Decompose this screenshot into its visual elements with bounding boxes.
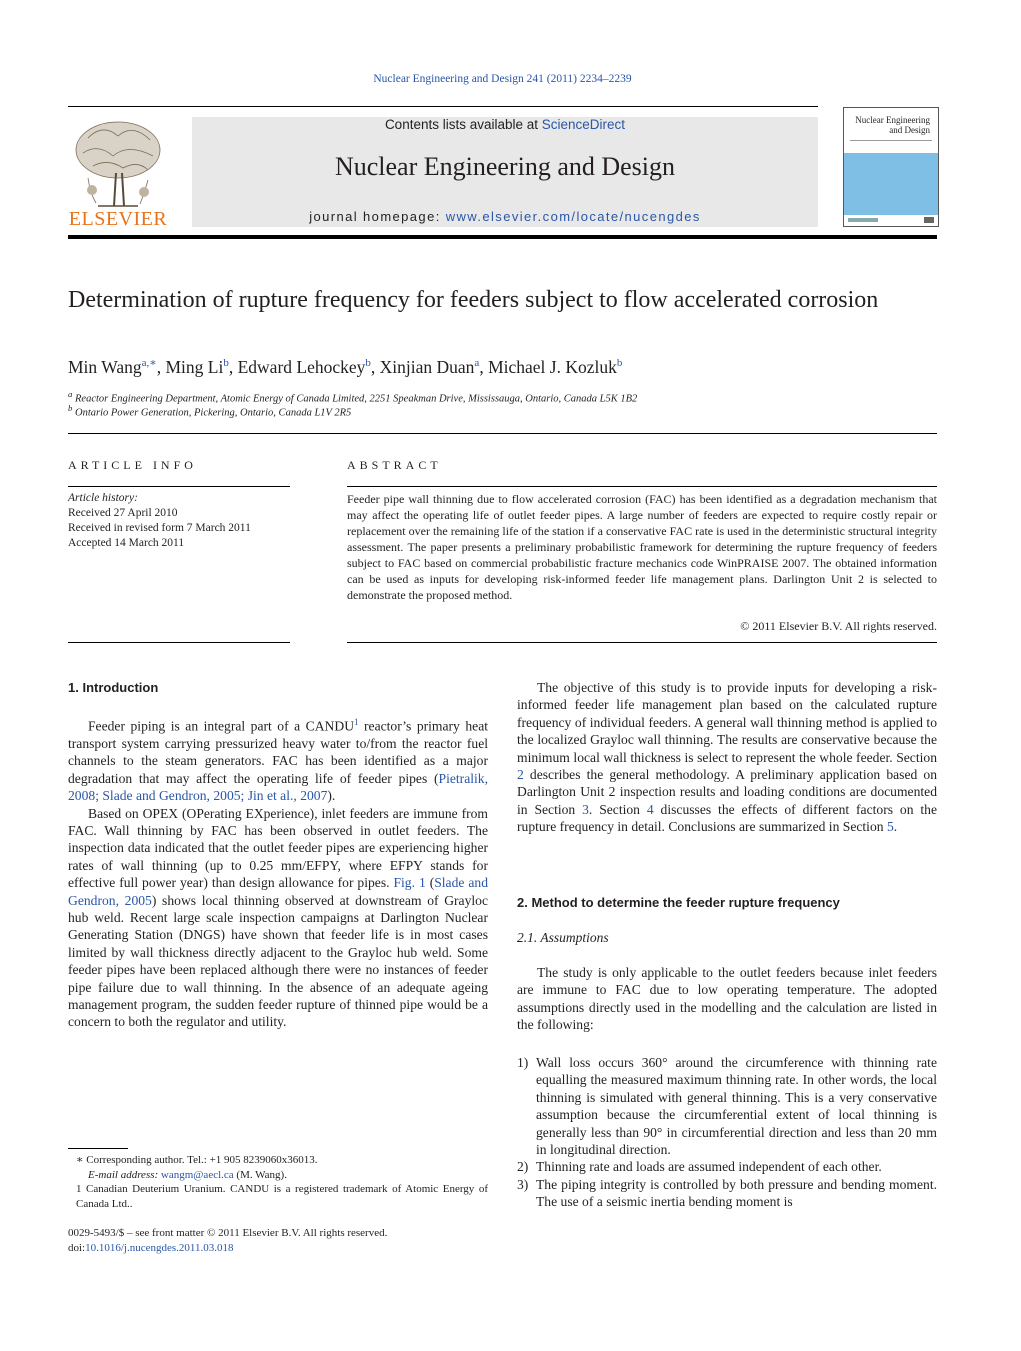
author-affiliation-mark[interactable]: b — [223, 357, 229, 369]
article-info-heading: ARTICLE INFO — [68, 458, 197, 472]
list-number: 1) — [517, 1055, 529, 1070]
right-column-intro — [517, 679, 937, 836]
cover-rule — [850, 140, 932, 141]
section-link[interactable]: 2 — [517, 767, 524, 783]
author-name[interactable]: Edward Lehockey — [237, 356, 366, 377]
abstract-rule — [347, 486, 937, 487]
email-note: E-mail address: wangm@aecl.ca (M. Wang). — [88, 1168, 287, 1181]
journal-name: Nuclear Engineering and Design — [334, 152, 676, 181]
affiliation-mark: b — [68, 403, 73, 413]
list-item-text: The piping integrity is controlled by both pressure and bending moment. The use of a seismic inertia bending moment is — [536, 1177, 937, 1210]
article-title: Determination of rupture frequency for feeders subject to flow accelerated corrosion — [68, 287, 879, 313]
author-affiliation-mark[interactable]: a — [474, 357, 480, 369]
footnote-1: 1 Canadian Deuterium Uranium. CANDU is a registered trademark of Atomic Energy of Canada Ltd.. — [76, 1183, 488, 1210]
masthead-bottom-rule — [68, 235, 937, 239]
affiliation-b — [68, 403, 351, 419]
cover-title-line-1: Nuclear Engineering — [855, 115, 930, 125]
doi-line: doi:10.1016/j.nucengdes.2011.03.018 — [68, 1241, 234, 1254]
left-column-body — [68, 714, 488, 1031]
figure-link[interactable]: Fig. 1 — [393, 875, 426, 891]
section-link[interactable]: 5 — [886, 819, 894, 835]
contents-prefix: Contents lists available at — [384, 117, 542, 132]
homepage-link[interactable]: www.elsevier.com/locate/nucengdes — [445, 209, 701, 224]
header-top-rule — [68, 106, 818, 107]
cover-image — [844, 153, 938, 215]
email-link[interactable]: wangm@aecl.ca — [160, 1168, 234, 1181]
list-item-text: Wall loss occurs 360° around the circumference with thinning rate equalling the measured maximum thinning rate. In other words, the local thinning is simulated with general thinning. This is a very conservative assumption because the circumferential extent of local thinning is generally less than 90° in circumferential direction and less than 20 mm in longitudinal direction. — [536, 1055, 937, 1158]
list-number: 2) — [517, 1159, 529, 1174]
contents-line — [192, 117, 818, 132]
paragraph: Based on OPEX (OPerating EXperience), inlet feeders are immune from FAC. Wall thinning by FAC has been observed in outlet feeders. The inspection data indicated that the outlet feeder pipes are experiencing higher rates of wall thinning (up to 0.25 mm/EFPY, where EFPY stands for effective full power year) than design allowance for pipes. Fig. 1 (Slade and Gendron, 2005) shows local thinning observed at downstream of Grayloc hub weld. Recent large scale inspection campaigns at Darlington Nuclear Generating Station (DNGS) have shown that feeder life is in most cases limited by wall thickness directly adjacent to the Grayloc hub weld. Some feeder pipes have been replaced although there were no instances of feeder pipe failure due to wall thinning. In the absence of an adequate ageing management program, the sudden feeder rupture of thinned pipe would be a concern to both the regulator and utility. — [68, 805, 488, 1030]
doi-link[interactable]: 10.1016/j.nucengdes.2011.03.018 — [85, 1241, 234, 1254]
section-heading-introduction: 1. Introduction — [68, 680, 159, 695]
footnote-ref[interactable]: 1 — [354, 717, 359, 727]
cover-title-line-2: and Design — [889, 125, 930, 135]
assumptions-intro — [517, 964, 937, 1034]
elsevier-logo[interactable] — [68, 118, 168, 230]
paragraph: The objective of this study is to provide inputs for developing a risk-informed feeder life management plan based on the calculated rupture frequency of individual feeders. A general wall thinning method is applied to the localized Grayloc wall thinning. The results are conservative because the minimum local wall thickness is select to represent the whole feeder. Section 2 describes the general methodology. A preliminary application based on Darlington Unit 2 inspection results and loading conditions are documented in Section 3. Section 4 discusses the effects of different factors on the rupture frequency in detail. Conclusions are summarized in Section 5. — [517, 680, 937, 835]
author-name[interactable]: Michael J. Kozluk — [488, 356, 617, 377]
history-label: Article history: — [68, 492, 138, 504]
corresponding-author-note: ∗ Corresponding author. Tel.: +1 905 8239060x36013. — [76, 1154, 318, 1166]
citation-link[interactable]: Pietralik, 2008; Slade and Gendron, 2005; Jin et al., 2007 — [68, 770, 488, 804]
subsection-heading-assumptions: 2.1. Assumptions — [517, 930, 609, 945]
list-number: 3) — [517, 1177, 529, 1192]
paragraph: Feeder piping is an integral part of a CANDU$^1$ reactor’s primary heat transport system carrying pressurized heavy water to/from the reactor fuel channels to the steam generators. FAC has been identified as a major degradation that may affect the operating life of feeder pipes (Pietralik, 2008; Slade and Gendron, 2005; Jin et al., 2007). — [68, 717, 489, 804]
cover-top — [844, 108, 938, 153]
author-list: Min Wang$^{a,∗}$, Ming Li$^b$, Edward Lehockey$^b$, Xinjian Duan$^a$, Michael J. Kozluk$^b$ — [68, 356, 623, 377]
footnotes — [68, 1153, 488, 1211]
issn-doi — [68, 1226, 488, 1255]
copyright-notice: © 2011 Elsevier B.V. All rights reserved. — [740, 619, 937, 633]
issn-line: 0029-5493/$ – see front matter © 2011 Elsevier B.V. All rights reserved. — [68, 1227, 388, 1239]
list-item-text: Thinning rate and loads are assumed independent of each other. — [536, 1159, 882, 1174]
abstract-bottom-rule — [347, 642, 937, 643]
affiliation-mark: a — [68, 389, 73, 399]
affiliation-rule — [68, 433, 937, 434]
footnote-rule — [68, 1148, 128, 1149]
revised-date: Received in revised form 7 March 2011 — [68, 522, 251, 534]
article-info-rule — [68, 486, 290, 487]
homepage-prefix: journal homepage: — [309, 209, 446, 224]
elsevier-wordmark: ELSEVIER — [68, 208, 168, 230]
affiliation-text: Ontario Power Generation, Pickering, Ontario, Canada L1V 2R5 — [75, 407, 352, 419]
received-date: Received 27 April 2010 — [68, 507, 178, 519]
journal-homepage — [192, 209, 818, 224]
citation-link[interactable]: Slade and Gendron, 2005 — [68, 875, 488, 908]
author-affiliation-mark[interactable]: b — [365, 357, 371, 369]
section-link[interactable]: 3 — [582, 801, 589, 817]
author-name[interactable]: Min Wang — [68, 356, 142, 377]
abstract-heading: ABSTRACT — [347, 458, 442, 472]
section-link[interactable]: 4 — [646, 801, 654, 817]
author-affiliation-mark[interactable]: a,∗ — [141, 357, 157, 369]
accepted-date: Accepted 14 March 2011 — [68, 537, 185, 549]
sciencedirect-link[interactable]: ScienceDirect — [541, 117, 626, 132]
author-name[interactable]: Xinjian Duan — [379, 356, 475, 377]
abstract-text: Feeder pipe wall thinning due to flow accelerated corrosion (FAC) has been identified as a degradation mechanism that may affect the operating life of outlet feeder pipes. A large number of feeders are expected to require costly repair or replacement over the remaining life of the station if a conservative FAC rate is used in the deterministic structural integrity assessment. The paper presents a preliminary probabilistic framework for determining the rupture frequency of feeders subject to FAC based on commercial probabilistic fracture mechanics code WinPRAISE 2007. The obtained information can be used as inputs for developing risk-informed feeder life management plans. Darlington Unit 2 is selected to demonstrate the proposed method. — [347, 492, 937, 602]
affiliation-text: Reactor Engineering Department, Atomic Energy of Canada Limited, 2251 Speakman Drive, Mississauga, Ontario, Canada L5K 1B2 — [75, 393, 638, 405]
paragraph: The study is only applicable to the outlet feeders because inlet feeders are immune to FAC due to low operating temperature. The adopted assumptions directly used in the modelling and the calculation are listed in the following: — [517, 965, 937, 1033]
journal-citation[interactable]: Nuclear Engineering and Design 241 (2011) 2234–2239 — [373, 73, 632, 85]
article-info-bottom-rule — [68, 642, 290, 643]
section-heading-method: 2. Method to determine the feeder rupture frequency — [517, 895, 840, 910]
cover-footer — [844, 215, 938, 226]
author-affiliation-mark[interactable]: b — [616, 357, 623, 369]
journal-cover-thumbnail[interactable] — [843, 107, 939, 227]
author-name[interactable]: Ming Li — [165, 356, 224, 377]
article-history — [68, 491, 290, 551]
cover-title — [855, 115, 930, 135]
